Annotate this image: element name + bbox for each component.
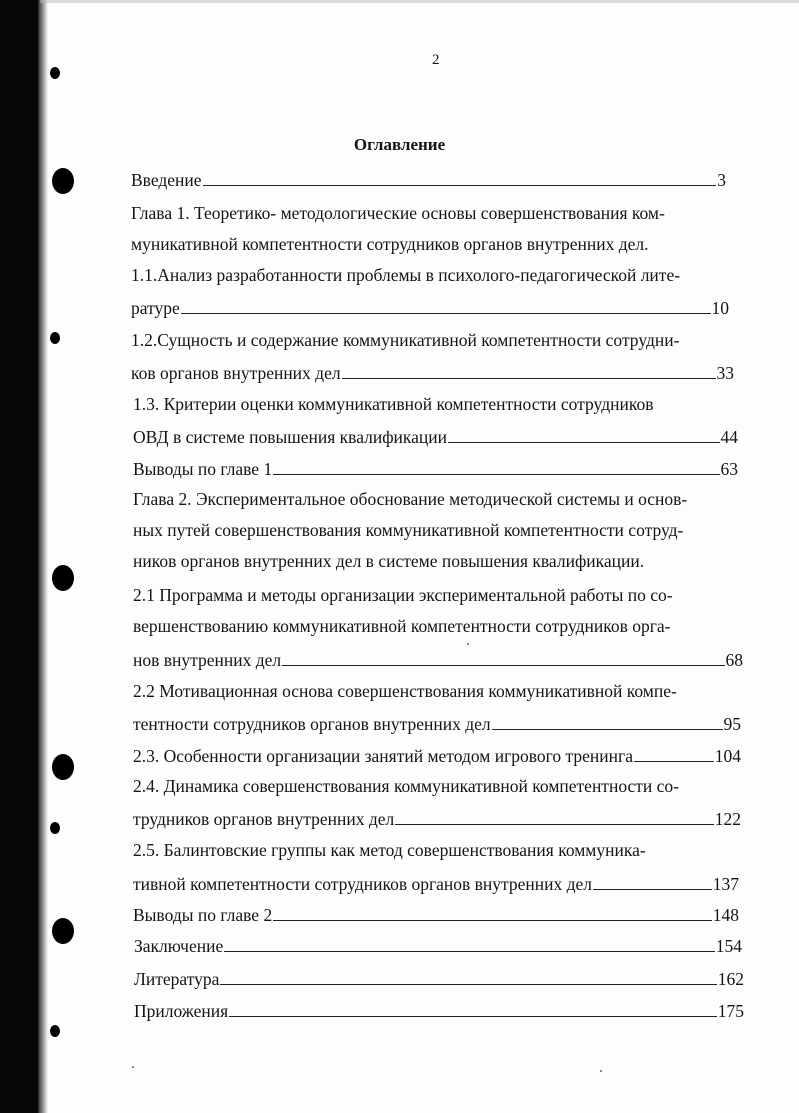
toc-label: трудников органов внутренних дел [133,809,395,829]
toc-entry-intro [131,167,726,191]
toc-section-1-2-line-1: 1.2.Сущность и содержание коммуникативной компетентности сотрудни- [131,330,680,350]
toc-label: Заключение [134,936,224,956]
leader-line [229,1016,717,1017]
page-title: Оглавление [353,135,446,154]
toc-page: 137 [712,874,739,894]
toc-entry-appendix [134,998,744,1022]
leader-line [181,313,711,314]
binder-hole-mark [50,1025,60,1037]
toc-page: 148 [712,905,739,925]
toc-section-2-1-line-2: вершенствованию коммуникативной компетентности сотрудников орга- [133,616,671,636]
toc-page: 33 [716,363,734,383]
toc-chapter-2-line-3: ников органов внутренних дел в системе повышения квалификации. [133,551,645,571]
scan-speck [467,643,469,645]
binder-hole [52,565,74,591]
toc-page: 63 [720,459,738,479]
toc-page: 162 [717,969,744,989]
toc-entry-1-2 [131,360,734,384]
toc-page: 3 [717,170,726,190]
toc-entry-conclusions-2 [133,902,739,926]
leader-line [273,920,712,921]
leader-line [282,665,724,666]
scan-speck [600,1070,602,1072]
toc-label: ОВД в системе повышения квалификации [133,427,448,447]
toc-entry-2-4 [133,806,741,830]
toc-entry-conclusions-1 [133,456,738,480]
toc-section-1-3-line-1: 1.3. Критерии оценки коммуникативной компетентности сотрудников [133,394,654,414]
toc-entry-1-1 [131,295,729,319]
toc-page: 154 [715,936,742,956]
toc-section-2-1-line-1: 2.1 Программа и методы организации экспериментальной работы по со- [133,585,673,605]
toc-entry-2-5 [133,871,739,895]
leader-line [492,729,723,730]
toc-label: тивной компетентности сотрудников органов внутренних дел [133,874,593,894]
binder-hole-mark [50,332,60,344]
leader-line [448,442,719,443]
toc-page: 95 [723,714,741,734]
toc-chapter-1-line-1: Глава 1. Теоретико- методологические основы совершенствования ком- [131,203,665,223]
toc-page: 104 [714,746,741,766]
scan-speck [132,1066,134,1068]
toc-label: 2.3. Особенности организации занятий методом игрового тренинга [133,746,633,766]
toc-label: Введение [131,170,202,190]
toc-page: 122 [714,809,741,829]
toc-label: Приложения [134,1001,229,1021]
toc-entry-2-1 [133,647,743,671]
toc-chapter-1-line-2: муникативной компетентности сотрудников органов внутренних дел. [131,234,649,254]
toc-page: 44 [720,427,738,447]
toc-page: 68 [725,650,743,670]
toc-label: Литература [134,969,220,989]
scan-top-edge [40,0,799,3]
toc-label: Выводы по главе 1 [133,459,273,479]
binder-hole [52,168,74,194]
toc-label: ратуре [131,298,180,318]
toc-chapter-2-line-2: ных путей совершенствования коммуникативной компетентности сотруд- [133,520,684,540]
leader-line [224,951,715,952]
toc-label: нов внутренних дел [133,650,282,670]
page-number: 2 [432,52,440,68]
binder-hole [52,754,74,780]
toc-page: 175 [717,1001,744,1021]
scan-edge-shadow [38,0,48,1113]
toc-label: Выводы по главе 2 [133,905,273,925]
toc-entry-literature [134,966,744,990]
toc-chapter-2-line-1: Глава 2. Экспериментальное обоснование методической системы и основ- [133,489,688,509]
leader-line [273,474,719,475]
leader-line [634,761,714,762]
toc-section-2-2-line-1: 2.2 Мотивационная основа совершенствования коммуникативной компе- [133,681,677,701]
binder-hole-mark [50,822,60,834]
toc-label: тентности сотрудников органов внутренних дел [133,714,491,734]
scan-dark-edge [0,0,40,1113]
leader-line [593,889,712,890]
toc-page: 10 [711,298,729,318]
binder-hole [52,918,74,944]
toc-entry-2-3 [133,743,741,767]
leader-line [395,824,714,825]
toc-entry-conclusion [134,933,742,957]
leader-line [220,984,716,985]
toc-section-2-5-line-1: 2.5. Балинтовские группы как метод совершенствования коммуника- [133,840,646,860]
toc-label: ков органов внутренних дел [131,363,341,383]
toc-entry-1-3 [133,424,738,448]
leader-line [203,185,717,186]
leader-line [342,378,716,379]
toc-section-2-4-line-1: 2.4. Динамика совершенствования коммуникативной компетентности со- [133,776,680,796]
toc-section-1-1-line-1: 1.1.Анализ разработанности проблемы в психолого-педагогической лите- [131,265,681,285]
toc-entry-2-2 [133,711,741,735]
binder-hole-mark [50,67,60,79]
